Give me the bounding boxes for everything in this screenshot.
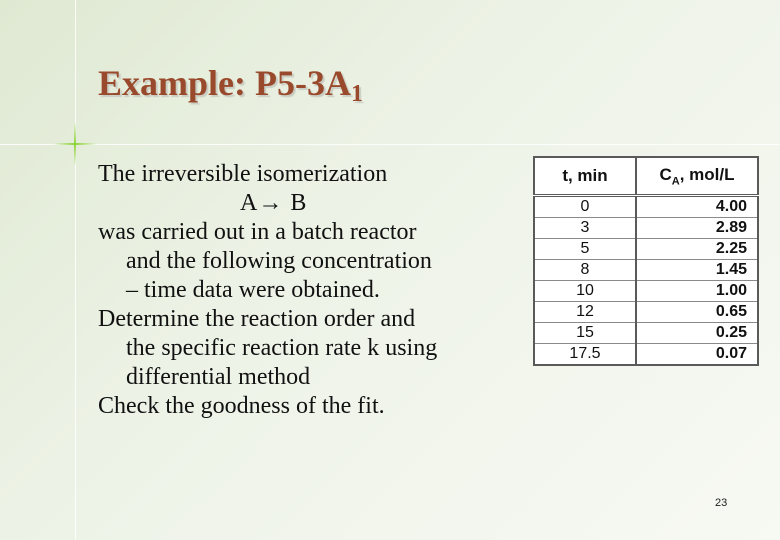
body-line-3: was carried out in a batch reactor xyxy=(98,219,417,245)
concentration-time-table xyxy=(533,156,759,366)
concentration-cell: 2.89 xyxy=(636,218,758,239)
body-line-4: and the following concentration xyxy=(126,248,432,274)
table-row xyxy=(534,281,758,302)
concentration-cell: 2.25 xyxy=(636,239,758,260)
concentration-cell: 1.00 xyxy=(636,281,758,302)
reaction-equation: A→ B xyxy=(240,190,308,216)
time-cell: 8 xyxy=(534,260,636,281)
time-cell: 10 xyxy=(534,281,636,302)
horizontal-guide-line xyxy=(0,144,780,145)
vertical-guide-line xyxy=(75,0,76,540)
table-row xyxy=(534,344,758,366)
time-cell: 17.5 xyxy=(534,344,636,366)
time-column-header: t, min xyxy=(534,157,636,196)
concentration-column-header: $C_A$, mol/L xyxy=(636,157,758,196)
table-row xyxy=(534,218,758,239)
table-row xyxy=(534,323,758,344)
table-header-row xyxy=(534,157,758,196)
table-row xyxy=(534,196,758,218)
body-line-5: – time data were obtained. xyxy=(126,277,380,303)
body-line-9: Check the goodness of the fit. xyxy=(98,393,385,419)
body-line-6: Determine the reaction order and xyxy=(98,306,416,332)
concentration-cell: 0.07 xyxy=(636,344,758,366)
time-cell: 3 xyxy=(534,218,636,239)
time-cell: 0 xyxy=(534,196,636,218)
title-subscript: 1 xyxy=(350,81,363,107)
concentration-cell: 4.00 xyxy=(636,196,758,218)
concentration-cell: 0.25 xyxy=(636,323,758,344)
table-row xyxy=(534,239,758,260)
concentration-cell: 0.65 xyxy=(636,302,758,323)
body-line-1: The irreversible isomerization xyxy=(98,161,388,187)
concentration-cell: 1.45 xyxy=(636,260,758,281)
body-line-8: differential method xyxy=(126,364,311,390)
time-cell: 5 xyxy=(534,239,636,260)
time-cell: 12 xyxy=(534,302,636,323)
page-number: 23 xyxy=(715,497,728,509)
table-row xyxy=(534,302,758,323)
body-line-7: the specific reaction rate k using xyxy=(126,335,438,361)
table-row xyxy=(534,260,758,281)
time-cell: 15 xyxy=(534,323,636,344)
problem-statement xyxy=(98,160,518,421)
slide-title: Example: $P5-3A_1$ xyxy=(98,63,363,107)
data-table xyxy=(533,156,759,366)
